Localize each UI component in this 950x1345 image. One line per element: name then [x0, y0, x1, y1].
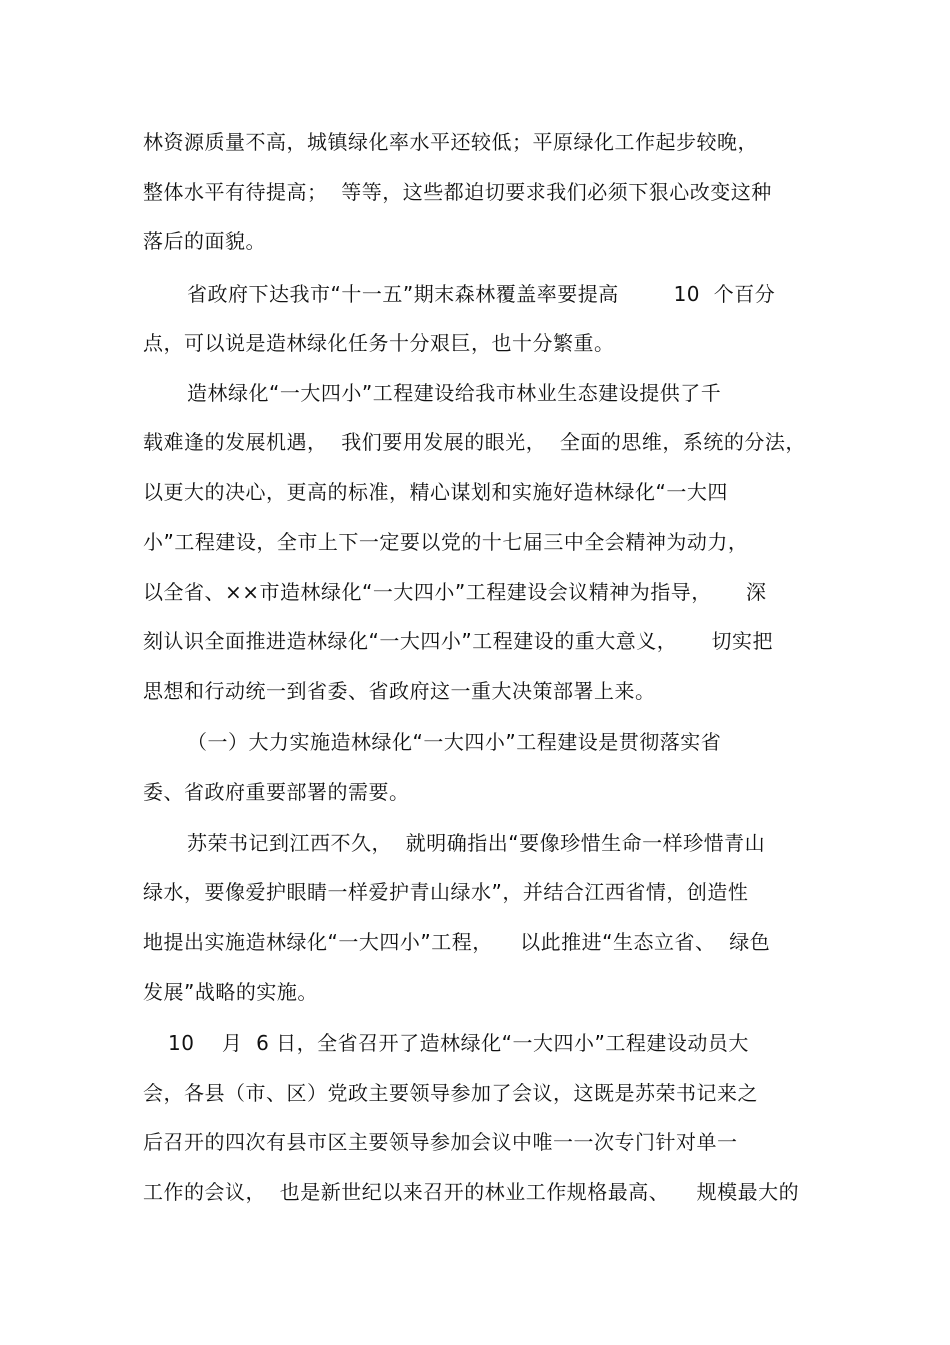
text-line: 林资源质量不高，城镇绿化率水平还较低；平原绿化工作起步较晚， — [143, 130, 758, 154]
text-line: 工作的会议， 也是新世纪以来召开的林业工作规格最高、 规模最大的 — [143, 1180, 800, 1204]
text-line: 载难逢的发展机遇， 我们要用发展的眼光， 全面的思维，系统的分法， — [143, 430, 806, 454]
text-line: 点，可以说是造林绿化任务十分艰巨，也十分繁重。 — [143, 331, 615, 355]
text-line: 刻认识全面推进造林绿化“一大四小”工程建设的重大意义， 切实把 — [143, 629, 774, 653]
text-line: 会，各县（市、区）党政主要领导参加了会议，这既是苏荣书记来之 — [143, 1081, 758, 1105]
text-line: 10 月 6 日，全省召开了造林绿化“一大四小”工程建设动员大 — [168, 1031, 749, 1055]
text-line: 造林绿化“一大四小”工程建设给我市林业生态建设提供了千 — [187, 381, 722, 405]
text-line: 地提出实施造林绿化“一大四小”工程， 以此推进“生态立省、 绿色 — [143, 930, 771, 954]
text-line: 后召开的四次有县市区主要领导参加会议中唯一一次专门针对单一 — [143, 1130, 738, 1154]
text-line: 落后的面貌。 — [143, 229, 266, 253]
text-line: 以全省、××市造林绿化“一大四小”工程建设会议精神为指导， 深 — [143, 580, 767, 604]
text-line: 发展”战略的实施。 — [143, 980, 318, 1004]
section-heading: 委、省政府重要部署的需要。 — [143, 780, 410, 804]
text-line: 小”工程建设，全市上下一定要以党的十七届三中全会精神为动力， — [143, 530, 749, 554]
text-line: 省政府下达我市“十一五”期末森林覆盖率要提高 10 个百分 — [187, 282, 776, 306]
text-line: 苏荣书记到江西不久， 就明确指出“要像珍惜生命一样珍惜青山 — [187, 831, 766, 855]
text-line: 整体水平有待提高； 等等，这些都迫切要求我们必须下狠心改变这种 — [143, 180, 772, 204]
text-line: 绿水，要像爱护眼睛一样爱护青山绿水”，并结合江西省情，创造性 — [143, 880, 749, 904]
text-line: 以更大的决心，更高的标准，精心谋划和实施好造林绿化“一大四 — [143, 480, 728, 504]
text-line: 思想和行动统一到省委、省政府这一重大决策部署上来。 — [143, 679, 656, 703]
section-heading: （一）大力实施造林绿化“一大四小”工程建设是贯彻落实省 — [187, 730, 722, 754]
